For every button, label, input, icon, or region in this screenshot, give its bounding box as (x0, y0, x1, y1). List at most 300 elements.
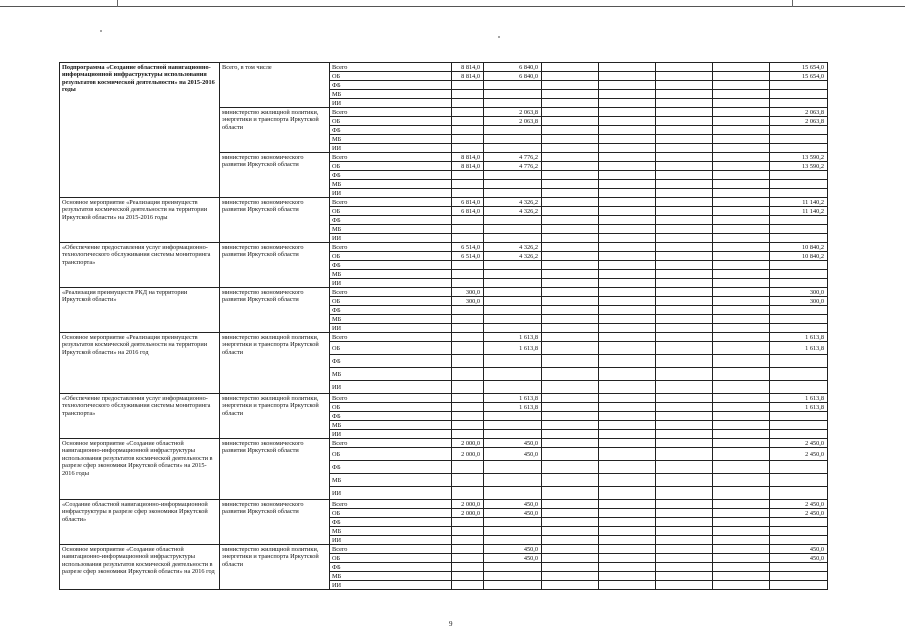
amount-cell (599, 297, 656, 306)
funding-source: ФБ (330, 518, 452, 527)
amount-cell (452, 180, 484, 189)
amount-cell (542, 126, 599, 135)
amount-cell: 8 814,0 (452, 162, 484, 171)
amount-cell (542, 81, 599, 90)
amount-cell (542, 153, 599, 162)
amount-cell (452, 545, 484, 554)
amount-cell (656, 225, 713, 234)
funding-source: ФБ (330, 461, 452, 474)
amount-cell (484, 487, 542, 500)
amount-cell (484, 171, 542, 180)
amount-cell (713, 198, 770, 207)
amount-cell (656, 394, 713, 403)
amount-cell (656, 430, 713, 439)
amount-cell (656, 243, 713, 252)
amount-cell (599, 288, 656, 297)
amount-cell (484, 368, 542, 381)
amount-cell (713, 261, 770, 270)
amount-cell: 4 326,2 (484, 198, 542, 207)
amount-cell (599, 279, 656, 288)
executor-name: министерство жилищной политики, энергетики и транспорта Иркутской области (220, 394, 330, 439)
amount-cell (713, 315, 770, 324)
funding-source: ИИ (330, 487, 452, 500)
amount-cell (656, 117, 713, 126)
funding-source: ИИ (330, 99, 452, 108)
amount-cell (599, 252, 656, 261)
amount-cell (713, 368, 770, 381)
amount-cell (713, 394, 770, 403)
total-cell (770, 518, 828, 527)
total-cell (770, 144, 828, 153)
total-cell: 2 063,8 (770, 117, 828, 126)
amount-cell (484, 461, 542, 474)
funding-source: ИИ (330, 581, 452, 590)
amount-cell (542, 487, 599, 500)
amount-cell (656, 581, 713, 590)
amount-cell (599, 225, 656, 234)
total-cell: 2 063,8 (770, 108, 828, 117)
total-cell (770, 355, 828, 368)
amount-cell: 4 776,2 (484, 153, 542, 162)
amount-cell (452, 189, 484, 198)
amount-cell (484, 90, 542, 99)
total-cell: 300,0 (770, 288, 828, 297)
total-cell (770, 536, 828, 545)
amount-cell (599, 306, 656, 315)
budget-table (59, 62, 828, 590)
amount-cell (452, 474, 484, 487)
total-cell (770, 234, 828, 243)
amount-cell (713, 63, 770, 72)
amount-cell (713, 403, 770, 412)
total-cell (770, 315, 828, 324)
scan-mark (792, 0, 793, 7)
table-row (60, 545, 828, 554)
amount-cell (452, 527, 484, 536)
amount-cell (656, 189, 713, 198)
measure-description: Основное мероприятие «Создание областной навигационно-информационной инфраструктуры использования результатов космической деятельности в разрезе сфер экономики Иркутской области» на 2016 год (60, 545, 220, 590)
amount-cell (542, 563, 599, 572)
measure-description: «Обеспечение предоставления услуг информационно-технологического обслуживания системы мониторинга транспорта» (60, 394, 220, 439)
amount-cell (452, 518, 484, 527)
amount-cell (452, 563, 484, 572)
funding-source: МБ (330, 135, 452, 144)
funding-source: ОБ (330, 554, 452, 563)
amount-cell (656, 448, 713, 461)
amount-cell (713, 216, 770, 225)
measure-description: Основное мероприятие «Реализация преимуществ результатов космической деятельности на территории Иркутской области» на 2016 год (60, 333, 220, 394)
amount-cell (484, 315, 542, 324)
total-cell (770, 563, 828, 572)
amount-cell (713, 252, 770, 261)
total-cell (770, 270, 828, 279)
amount-cell (599, 581, 656, 590)
amount-cell (542, 394, 599, 403)
amount-cell (542, 572, 599, 581)
amount-cell (599, 162, 656, 171)
amount-cell (713, 126, 770, 135)
amount-cell (542, 63, 599, 72)
amount-cell (656, 207, 713, 216)
amount-cell (656, 153, 713, 162)
amount-cell (656, 545, 713, 554)
funding-source: МБ (330, 90, 452, 99)
amount-cell (542, 355, 599, 368)
amount-cell (542, 90, 599, 99)
amount-cell (656, 342, 713, 355)
amount-cell (599, 403, 656, 412)
total-cell (770, 487, 828, 500)
measure-description: «Реализация преимуществ РКД на территории Иркутской области» (60, 288, 220, 333)
amount-cell (599, 518, 656, 527)
amount-cell (656, 162, 713, 171)
amount-cell (713, 342, 770, 355)
amount-cell (713, 421, 770, 430)
total-cell (770, 135, 828, 144)
amount-cell (484, 581, 542, 590)
amount-cell (599, 368, 656, 381)
funding-source: Всего (330, 108, 452, 117)
funding-source: МБ (330, 368, 452, 381)
amount-cell (713, 180, 770, 189)
amount-cell (656, 90, 713, 99)
amount-cell (599, 99, 656, 108)
amount-cell (656, 297, 713, 306)
amount-cell (599, 90, 656, 99)
amount-cell (542, 368, 599, 381)
amount-cell (484, 135, 542, 144)
amount-cell (656, 279, 713, 288)
amount-cell (542, 117, 599, 126)
amount-cell (599, 487, 656, 500)
total-cell (770, 381, 828, 394)
executor-name: министерство экономического развития Иркутской области (220, 288, 330, 333)
total-cell (770, 368, 828, 381)
total-cell (770, 474, 828, 487)
amount-cell (452, 572, 484, 581)
amount-cell (713, 461, 770, 474)
funding-source: ОБ (330, 252, 452, 261)
amount-cell (484, 279, 542, 288)
amount-cell (713, 324, 770, 333)
amount-cell (713, 509, 770, 518)
amount-cell (452, 554, 484, 563)
amount-cell: 2 063,8 (484, 108, 542, 117)
amount-cell (599, 430, 656, 439)
amount-cell (713, 72, 770, 81)
amount-cell (452, 430, 484, 439)
funding-source: МБ (330, 527, 452, 536)
amount-cell: 6 514,0 (452, 252, 484, 261)
amount-cell (452, 368, 484, 381)
amount-cell: 6 514,0 (452, 243, 484, 252)
amount-cell (599, 333, 656, 342)
amount-cell (542, 180, 599, 189)
funding-source: Всего (330, 545, 452, 554)
amount-cell: 300,0 (452, 297, 484, 306)
amount-cell (542, 279, 599, 288)
total-cell (770, 90, 828, 99)
amount-cell (599, 315, 656, 324)
amount-cell (713, 581, 770, 590)
total-cell (770, 171, 828, 180)
amount-cell: 8 814,0 (452, 153, 484, 162)
amount-cell (484, 180, 542, 189)
funding-source: ФБ (330, 81, 452, 90)
funding-source: МБ (330, 474, 452, 487)
amount-cell (452, 216, 484, 225)
total-cell: 10 840,2 (770, 243, 828, 252)
amount-cell (713, 81, 770, 90)
amount-cell (656, 554, 713, 563)
amount-cell (599, 412, 656, 421)
amount-cell (713, 474, 770, 487)
table-row (60, 439, 828, 448)
amount-cell (656, 126, 713, 135)
amount-cell (452, 171, 484, 180)
amount-cell (713, 563, 770, 572)
amount-cell (599, 381, 656, 394)
amount-cell: 450,0 (484, 448, 542, 461)
amount-cell (656, 527, 713, 536)
amount-cell: 450,0 (484, 500, 542, 509)
amount-cell (542, 518, 599, 527)
amount-cell (484, 518, 542, 527)
amount-cell (542, 261, 599, 270)
amount-cell (599, 153, 656, 162)
total-cell (770, 261, 828, 270)
table-row (60, 243, 828, 252)
amount-cell (656, 461, 713, 474)
amount-cell (713, 333, 770, 342)
amount-cell (599, 342, 656, 355)
amount-cell (542, 509, 599, 518)
funding-source: Всего (330, 198, 452, 207)
amount-cell (542, 536, 599, 545)
amount-cell (542, 412, 599, 421)
amount-cell: 2 063,8 (484, 117, 542, 126)
total-cell (770, 527, 828, 536)
amount-cell (542, 500, 599, 509)
amount-cell (452, 412, 484, 421)
amount-cell (452, 108, 484, 117)
amount-cell (484, 324, 542, 333)
amount-cell (713, 90, 770, 99)
amount-cell (713, 171, 770, 180)
amount-cell (542, 430, 599, 439)
funding-source: МБ (330, 315, 452, 324)
amount-cell (656, 474, 713, 487)
funding-source: ФБ (330, 216, 452, 225)
funding-source: Всего (330, 439, 452, 448)
amount-cell (542, 234, 599, 243)
funding-source: ОБ (330, 117, 452, 126)
amount-cell (713, 430, 770, 439)
amount-cell (656, 63, 713, 72)
measure-description: Основное мероприятие «Создание областной навигационно-информационной инфраструктуры использования результатов космической деятельности в разрезе сфер экономики Иркутской области» на 2015-2016 годы (60, 439, 220, 500)
amount-cell (599, 500, 656, 509)
amount-cell (713, 355, 770, 368)
funding-source: ОБ (330, 162, 452, 171)
amount-cell (542, 297, 599, 306)
amount-cell (599, 216, 656, 225)
amount-cell (656, 72, 713, 81)
funding-source: ИИ (330, 234, 452, 243)
total-cell: 2 450,0 (770, 448, 828, 461)
funding-source: ФБ (330, 563, 452, 572)
amount-cell (599, 171, 656, 180)
amount-cell (542, 581, 599, 590)
funding-source: ОБ (330, 72, 452, 81)
amount-cell (713, 144, 770, 153)
amount-cell (542, 461, 599, 474)
amount-cell (452, 144, 484, 153)
amount-cell (452, 342, 484, 355)
funding-source: ИИ (330, 279, 452, 288)
amount-cell (713, 153, 770, 162)
amount-cell (656, 500, 713, 509)
amount-cell (452, 99, 484, 108)
amount-cell (452, 536, 484, 545)
amount-cell (713, 117, 770, 126)
amount-cell (542, 545, 599, 554)
amount-cell: 1 613,8 (484, 333, 542, 342)
amount-cell (599, 421, 656, 430)
funding-source: ОБ (330, 207, 452, 216)
amount-cell: 8 814,0 (452, 63, 484, 72)
amount-cell (452, 279, 484, 288)
amount-cell (452, 394, 484, 403)
total-cell: 450,0 (770, 545, 828, 554)
funding-source: МБ (330, 572, 452, 581)
amount-cell (656, 306, 713, 315)
funding-source: МБ (330, 421, 452, 430)
amount-cell (542, 162, 599, 171)
amount-cell (713, 487, 770, 500)
amount-cell (542, 403, 599, 412)
table-row (60, 198, 828, 207)
funding-source: ОБ (330, 342, 452, 355)
amount-cell (484, 430, 542, 439)
amount-cell (656, 509, 713, 518)
amount-cell: 6 814,0 (452, 198, 484, 207)
amount-cell (713, 234, 770, 243)
funding-source: ФБ (330, 171, 452, 180)
amount-cell (542, 171, 599, 180)
scan-top-border (0, 6, 905, 7)
total-cell: 300,0 (770, 297, 828, 306)
amount-cell (713, 135, 770, 144)
total-cell: 15 654,0 (770, 63, 828, 72)
amount-cell: 2 000,0 (452, 509, 484, 518)
funding-source: Всего (330, 394, 452, 403)
total-cell (770, 421, 828, 430)
amount-cell (656, 198, 713, 207)
amount-cell (484, 421, 542, 430)
total-cell: 2 450,0 (770, 509, 828, 518)
amount-cell (656, 487, 713, 500)
amount-cell (452, 333, 484, 342)
measure-description: Подпрограмма «Создание областной навигационно-информационной инфраструктуры использования результатов космической деятельности» на 2015-2016 годы (60, 63, 220, 198)
total-cell (770, 180, 828, 189)
amount-cell (656, 324, 713, 333)
funding-source: Всего (330, 333, 452, 342)
amount-cell: 450,0 (484, 509, 542, 518)
amount-cell (599, 261, 656, 270)
scan-speck (100, 30, 102, 32)
amount-cell (713, 412, 770, 421)
amount-cell (713, 527, 770, 536)
amount-cell (713, 225, 770, 234)
amount-cell (542, 324, 599, 333)
amount-cell (599, 474, 656, 487)
amount-cell (452, 324, 484, 333)
amount-cell (599, 554, 656, 563)
amount-cell (542, 216, 599, 225)
funding-source: Всего (330, 243, 452, 252)
amount-cell (452, 234, 484, 243)
amount-cell (713, 189, 770, 198)
executor-name: министерство экономического развития Иркутской области (220, 198, 330, 243)
amount-cell (656, 144, 713, 153)
amount-cell (656, 536, 713, 545)
amount-cell (452, 225, 484, 234)
total-cell (770, 430, 828, 439)
funding-source: ОБ (330, 509, 452, 518)
amount-cell (599, 448, 656, 461)
amount-cell (452, 461, 484, 474)
amount-cell (656, 403, 713, 412)
total-cell (770, 126, 828, 135)
total-cell: 15 654,0 (770, 72, 828, 81)
table-row (60, 394, 828, 403)
amount-cell (542, 439, 599, 448)
executor-name: министерство жилищной политики, энергетики и транспорта Иркутской области (220, 545, 330, 590)
amount-cell (656, 563, 713, 572)
amount-cell (713, 279, 770, 288)
amount-cell (656, 439, 713, 448)
amount-cell (452, 306, 484, 315)
amount-cell (656, 333, 713, 342)
amount-cell (452, 581, 484, 590)
amount-cell (599, 108, 656, 117)
total-cell (770, 189, 828, 198)
table-row (60, 288, 828, 297)
total-cell: 1 613,8 (770, 394, 828, 403)
amount-cell (484, 563, 542, 572)
budget-table-body (60, 63, 828, 590)
amount-cell: 2 000,0 (452, 439, 484, 448)
funding-source: Всего (330, 63, 452, 72)
amount-cell (713, 297, 770, 306)
amount-cell (542, 527, 599, 536)
amount-cell (542, 243, 599, 252)
amount-cell (713, 518, 770, 527)
amount-cell (656, 355, 713, 368)
amount-cell: 2 000,0 (452, 448, 484, 461)
total-cell (770, 216, 828, 225)
amount-cell: 4 326,2 (484, 252, 542, 261)
amount-cell (484, 99, 542, 108)
page-number: 9 (449, 620, 453, 628)
amount-cell (599, 63, 656, 72)
amount-cell (656, 135, 713, 144)
funding-source: ФБ (330, 355, 452, 368)
amount-cell: 6 840,0 (484, 63, 542, 72)
amount-cell (713, 162, 770, 171)
total-cell: 13 590,2 (770, 153, 828, 162)
amount-cell (484, 126, 542, 135)
